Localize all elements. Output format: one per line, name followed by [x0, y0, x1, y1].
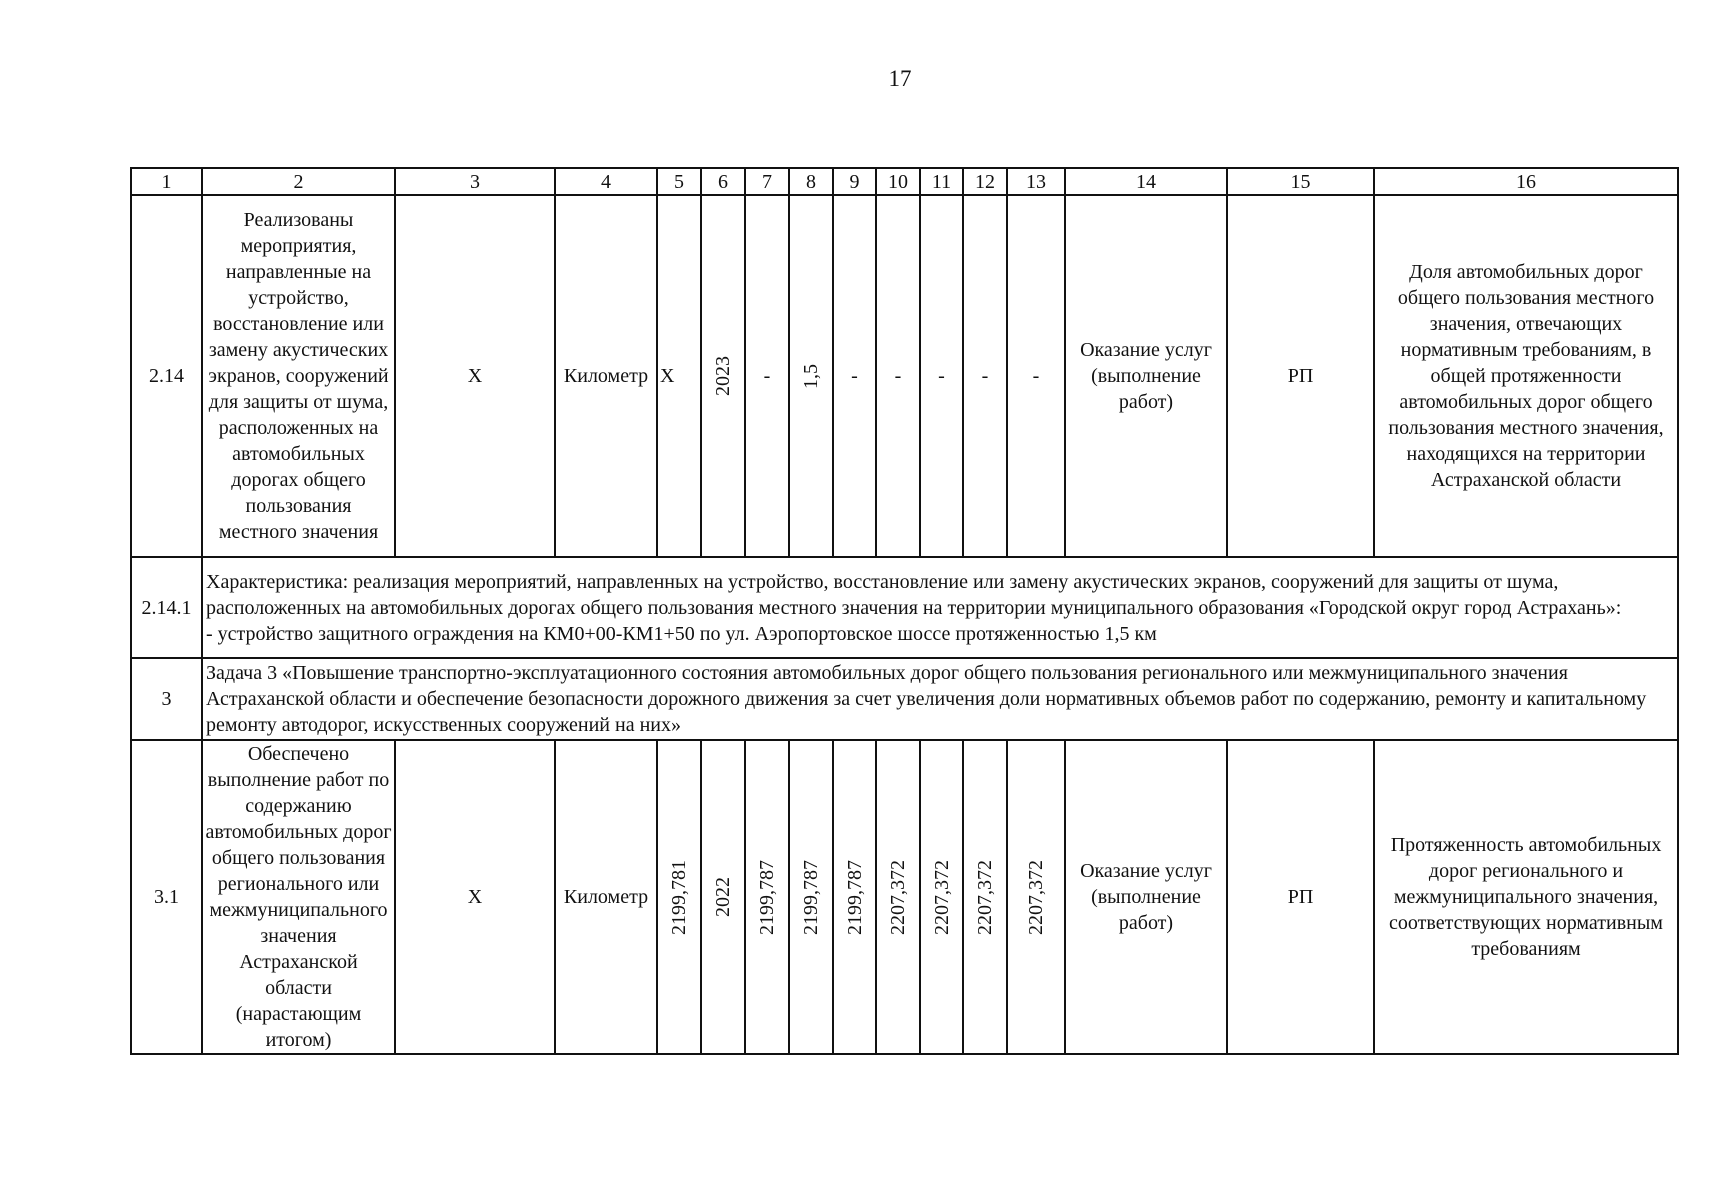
cell-c5-text: 2199,781	[668, 859, 690, 935]
measure-name: Обеспечено выполнение работ по содержанию автомобильных дорог общего пользования регионального или межмуниципального значения Астраханской области (нарастающим итогом)	[202, 740, 395, 1054]
cell-c3: Х	[395, 740, 555, 1054]
table-row	[131, 658, 1678, 740]
cell-c8-text: 2199,787	[800, 859, 822, 935]
row-number: 3	[131, 658, 202, 740]
column-header: 6	[701, 168, 745, 195]
column-header: 16	[1374, 168, 1678, 195]
cell-c11	[920, 740, 963, 1054]
level-cell: РП	[1227, 195, 1374, 557]
characteristic-item: - устройство защитного ограждения на КМ0+00-КМ1+50 по ул. Аэропортовское шоссе протяженностью 1,5 км	[206, 622, 1157, 645]
column-header: 8	[789, 168, 833, 195]
cell-c7: -	[745, 195, 789, 557]
column-number-row	[131, 168, 1678, 195]
unit-cell: Километр	[555, 740, 657, 1054]
indicator-cell: Доля автомобильных дорог общего пользования местного значения, отвечающих нормативным требованиям, в общей протяженности автомобильных дорог общего пользования местного значения, находящихся на территории Астраханской области	[1374, 195, 1678, 557]
column-header: 9	[833, 168, 876, 195]
column-header: 4	[555, 168, 657, 195]
cell-c12	[963, 740, 1007, 1054]
cell-c8	[789, 195, 833, 557]
column-header: 2	[202, 168, 395, 195]
cell-c8	[789, 740, 833, 1054]
column-header: 5	[657, 168, 701, 195]
column-header: 7	[745, 168, 789, 195]
column-header: 12	[963, 168, 1007, 195]
characteristic-text: Характеристика: реализация мероприятий, направленных на устройство, восстановление или замену акустических экранов, сооружений для защиты от шума, расположенных на автомобильных дорогах общего пользования местного значения на территории муниципального образования «Городской округ город Астрахань»:	[206, 570, 1622, 619]
cell-c6-text: 2022	[712, 877, 734, 917]
level-cell: РП	[1227, 740, 1374, 1054]
cell-c5: Х	[657, 195, 701, 557]
cell-c13	[1007, 740, 1065, 1054]
cell-c13-text: 2207,372	[1025, 859, 1047, 935]
row-number: 2.14	[131, 195, 202, 557]
column-header: 13	[1007, 168, 1065, 195]
indicator-cell: Протяженность автомобильных дорог регионального и межмуниципального значения, соответствующих нормативным требованиям	[1374, 740, 1678, 1054]
cell-c5	[657, 740, 701, 1054]
measure-name: Реализованы мероприятия, направленные на устройство, восстановление или замену акустических экранов, сооружений для защиты от шума, расположенных на автомобильных дорогах общего пользования местного значения	[202, 195, 395, 557]
cell-c11-text: 2207,372	[930, 859, 953, 935]
unit-cell: Километр	[555, 195, 657, 557]
column-header: 11	[920, 168, 963, 195]
cell-c9-text: 2199,787	[843, 859, 866, 935]
page-number: 17	[888, 66, 912, 91]
cell-c6-text: 2023	[712, 356, 734, 396]
cell-c6	[701, 195, 745, 557]
cell-c6	[701, 740, 745, 1054]
cell-c11: -	[920, 195, 963, 557]
cell-c9	[833, 740, 876, 1054]
table-row	[131, 557, 1678, 658]
characteristic-cell	[202, 557, 1678, 658]
table-row	[131, 195, 1678, 557]
cell-c9: -	[833, 195, 876, 557]
table-row	[131, 740, 1678, 1054]
column-header: 1	[131, 168, 202, 195]
cell-c7	[745, 740, 789, 1054]
cell-c8-text: 1,5	[800, 363, 822, 389]
row-number: 3.1	[131, 740, 202, 1054]
measures-table	[130, 167, 1679, 1055]
column-header: 14	[1065, 168, 1227, 195]
cell-c12-text: 2207,372	[974, 859, 996, 935]
column-header: 15	[1227, 168, 1374, 195]
row-number: 2.14.1	[131, 557, 202, 658]
cell-c7-text: 2199,787	[756, 859, 778, 935]
cell-c10-text: 2207,372	[887, 859, 909, 935]
cell-c10: -	[876, 195, 920, 557]
cell-c12: -	[963, 195, 1007, 557]
cell-c13: -	[1007, 195, 1065, 557]
task-cell: Задача 3 «Повышение транспортно-эксплуатационного состояния автомобильных дорог общего пользования регионального или межмуниципального значения Астраханской области и обеспечение безопасности дорожного движения за счет увеличения доли нормативных объемов работ по содержанию, ремонту и капитальному ремонту автодорог, искусственных сооружений на них»	[202, 658, 1678, 740]
type-cell: Оказание услуг (выполнение работ)	[1065, 740, 1227, 1054]
column-header: 3	[395, 168, 555, 195]
type-cell: Оказание услуг (выполнение работ)	[1065, 195, 1227, 557]
cell-c3: Х	[395, 195, 555, 557]
cell-c10	[876, 740, 920, 1054]
column-header: 10	[876, 168, 920, 195]
